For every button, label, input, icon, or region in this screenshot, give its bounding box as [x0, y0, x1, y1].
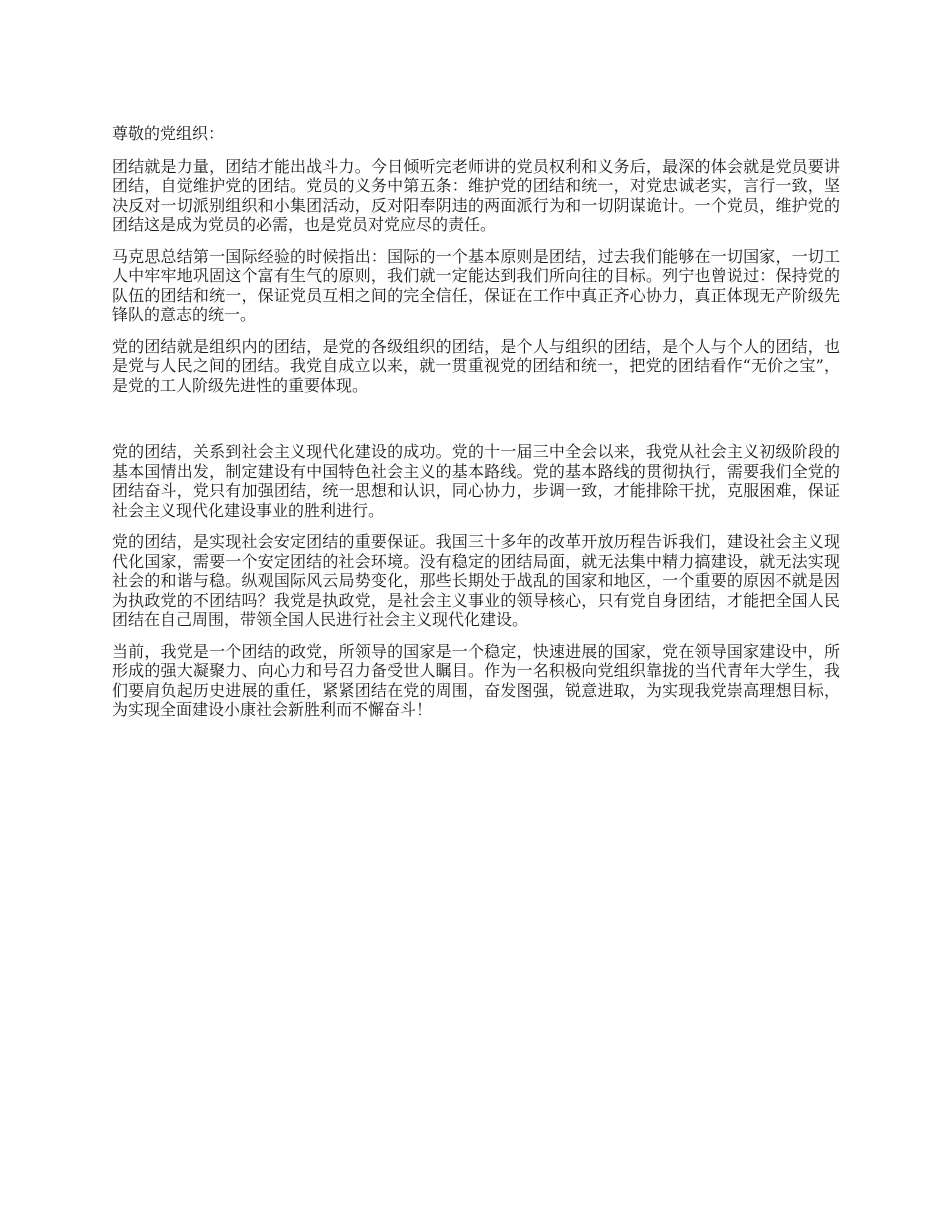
paragraph-6: 当前，我党是一个团结的政党，所领导的国家是一个稳定，快速进展的国家，党在领导国家建设中，所形成的强大凝聚力、向心力和号召力备受世人瞩目。作为一名积极向党组织靠拢的当代青年大学生，我们要肩负起历史进展的重任，紧紧团结在党的周围，奋发图强，锐意进取，为实现我党崇高理想目标，为实现全面建设小康社会新胜利而不懈奋斗！: [112, 641, 840, 719]
paragraph-1: 团结就是力量，团结才能出战斗力。今日倾听完老师讲的党员权利和义务后，最深的体会就是党员要讲团结，自觉维护党的团结。党员的义务中第五条：维护党的团结和统一，对党忠诚老实，言行一致，坚决反对一切派别组织和小集团活动，反对阳奉阴违的两面派行为和一切阴谋诡计。一个党员，维护党的团结这是成为党员的必需，也是党员对党应尽的责任。: [112, 156, 840, 234]
salutation: 尊敬的党组织：: [112, 124, 225, 143]
paragraph-4: 党的团结，关系到社会主义现代化建设的成功。党的十一届三中全会以来，我党从社会主义初级阶段的基本国情出发，制定建设有中国特色社会主义的基本路线。党的基本路线的贯彻执行，需要我们全党的团结奋斗，党只有加强团结，统一思想和认识，同心协力，步调一致，才能排除干扰，克服困难，保证社会主义现代化建设事业的胜利进行。: [112, 442, 840, 520]
paragraph-5: 党的团结，是实现社会安定团结的重要保证。我国三十多年的改革开放历程告诉我们，建设社会主义现代化国家，需要一个安定团结的社会环境。没有稳定的团结局面，就无法集中精力搞建设，就无法实现社会的和谐与稳。纵观国际风云局势变化，那些长期处于战乱的国家和地区，一个重要的原因不就是因为执政党的不团结吗？我党是执政党，是社会主义事业的领导核心，只有党自身团结，才能把全国人民团结在自己周围，带领全国人民进行社会主义现代化建设。: [112, 532, 840, 629]
section-gap: [112, 407, 840, 442]
paragraph-2: 马克思总结第一国际经验的时候指出：国际的一个基本原则是团结，过去我们能够在一切国家，一切工人中牢牢地巩固这个富有生气的原则，我们就一定能达到我们所向往的目标。列宁也曾说过：保持党的队伍的团结和统一，保证党员互相之间的完全信任，保证在工作中真正齐心协力，真正体现无产阶级先锋队的意志的统一。: [112, 246, 840, 324]
letter-body: [112, 124, 840, 732]
paragraph-3: 党的团结就是组织内的团结，是党的各级组织的团结，是个人与组织的团结，是个人与个人的团结，也是党与人民之间的团结。我党自成立以来，就一贯重视党的团结和统一，把党的团结看作“无价之宝”，是党的工人阶级先进性的重要体现。: [112, 336, 840, 395]
